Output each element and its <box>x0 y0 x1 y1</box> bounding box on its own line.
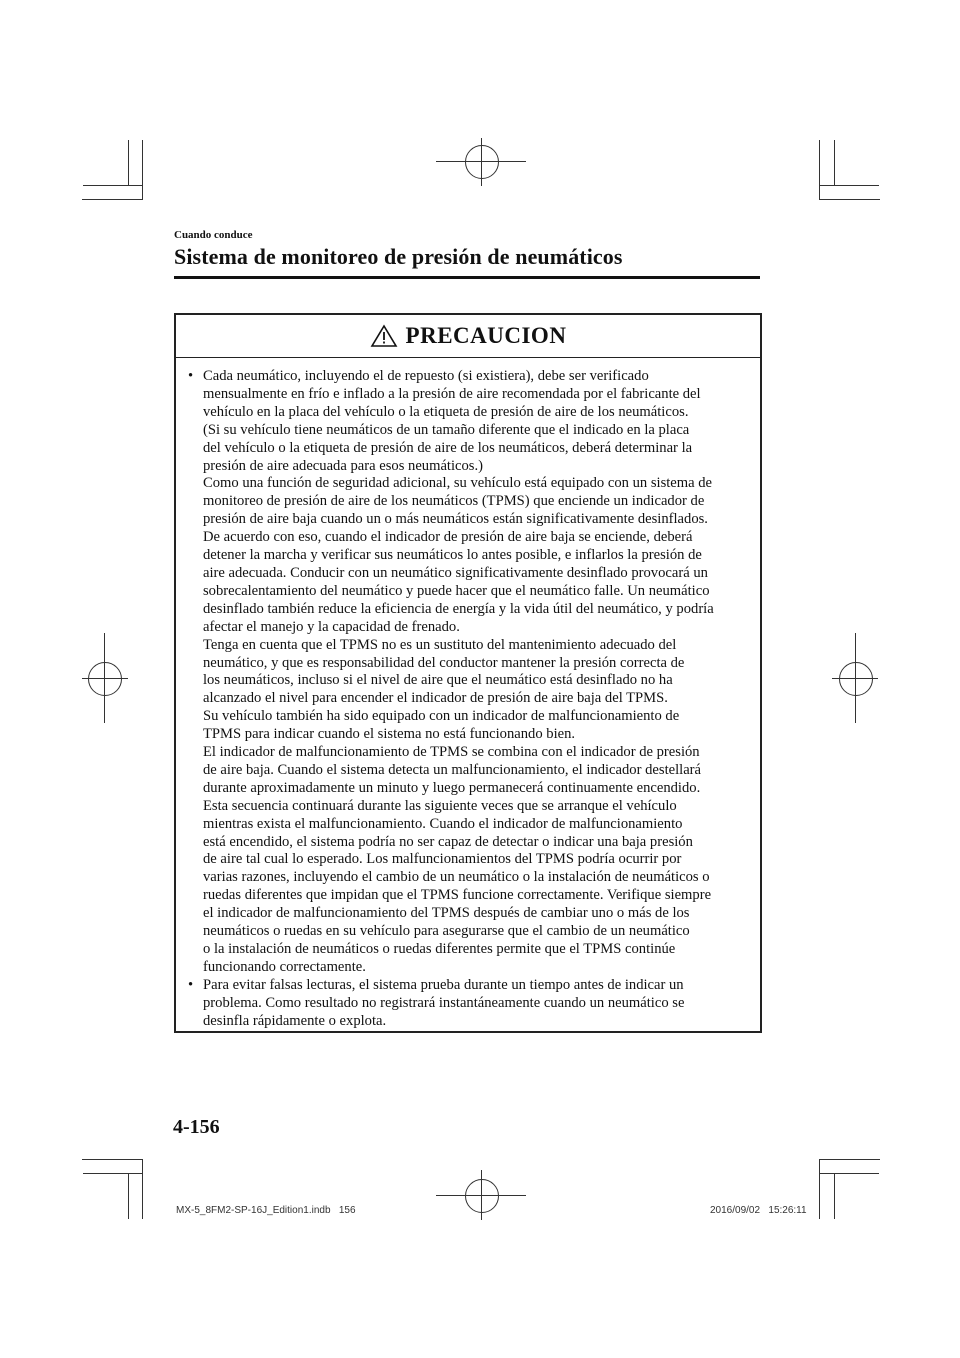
text-line: varias razones, incluyendo el cambio de un neumático o la instalación de neumáticos o <box>203 869 710 886</box>
text-line: funcionando correctamente. <box>203 958 366 975</box>
text-line: presión de aire baja cuando un o más neumáticos están significativamente desinflados. <box>203 511 708 528</box>
text-line: Como una función de seguridad adicional, su vehículo está equipado con un sistema de <box>203 475 713 492</box>
text-line: mensualmente en frío e inflado a la presión de aire recomendada por el fabricante del <box>203 385 701 402</box>
caution-header <box>176 315 760 358</box>
text-line: desinfla rápidamente o explota. <box>203 1012 387 1029</box>
text-line: durante aproximadamente un minuto y luego permanecerá continuamente encendido. <box>203 779 701 796</box>
text-line: Para evitar falsas lecturas, el sistema prueba durante un tiempo antes de indicar un <box>203 976 684 993</box>
text-line: El indicador de malfuncionamiento de TPMS se combina con el indicador de presión <box>203 744 700 761</box>
text-line: vehículo en la placa del vehículo o la etiqueta de presión de aire de los neumáticos. <box>203 403 689 420</box>
text-line: problema. Como resultado no registrará instantáneamente cuando un neumático se <box>203 994 685 1011</box>
caution-bullet <box>188 977 756 1031</box>
bullet-text <box>203 368 756 977</box>
text-line: neumáticos o ruedas en su vehículo para asegurarse que el cambio de un neumático <box>203 923 690 940</box>
text-line: presión de aire adecuada para esos neumáticos.) <box>203 457 483 474</box>
caution-bullet <box>188 368 756 977</box>
page-number: 4-156 <box>173 1116 220 1138</box>
bullet-marker: • <box>188 976 194 993</box>
text-line: alcanzado el nivel para encender el indicador de presión de aire baja del TPMS. <box>203 690 668 707</box>
text-line: TPMS para indicar cuando el sistema no está funcionando bien. <box>203 726 576 743</box>
text-line: de aire baja. Cuando el sistema detecta un malfuncionamiento, el indicador destellará <box>203 761 702 778</box>
text-line: Esta secuencia continuará durante las siguiente veces que se arranque el vehículo <box>203 797 677 814</box>
caution-title: PRECAUCION <box>405 323 567 348</box>
text-line: Cada neumático, incluyendo el de repuesto (si existiera), debe ser verificado <box>203 368 649 384</box>
text-line: está encendido, el sistema podría no ser capaz de detectar o indicar una baja presión <box>203 833 693 850</box>
text-line: afectar el manejo y la capacidad de frenado. <box>203 618 460 635</box>
page-title: Sistema de monitoreo de presión de neumáticos <box>174 244 623 269</box>
text-line: del vehículo o la etiqueta de presión de aire de los neumáticos, deberá determinar la <box>203 439 693 456</box>
text-line: o la instalación de neumáticos o ruedas diferentes permite que el TPMS continúe <box>203 941 676 957</box>
text-line: de aire tal cual lo esperado. Los malfuncionamientos del TPMS podría ocurrir por <box>203 851 682 868</box>
caution-body <box>176 358 760 1031</box>
text-line: De acuerdo con eso, cuando el indicador de presión de aire baja se enciende, deberá <box>203 529 693 546</box>
bullet-text <box>203 977 756 1031</box>
footer-timestamp: 2016/09/02 15:26:11 <box>710 1205 807 1216</box>
text-line: los neumáticos, incluso si el nivel de aire que el neumático está desinflado no ha <box>203 672 673 689</box>
text-line: mientras exista el malfuncionamiento. Cuando el indicador de malfuncionamiento <box>203 815 683 832</box>
text-line: desinflado también reduce la eficiencia de energía y la vida útil del neumático, y podría <box>203 600 714 617</box>
bullet-marker: • <box>188 368 194 384</box>
text-line: neumático, y que es responsabilidad del conductor mantener la presión correcta de <box>203 654 685 671</box>
text-line: (Si su vehículo tiene neumáticos de un tamaño diferente que el indicado en la placa <box>203 421 690 438</box>
title-divider <box>174 276 760 279</box>
warning-triangle-icon <box>370 324 398 348</box>
text-line: Su vehículo también ha sido equipado con un indicador de malfuncionamiento de <box>203 708 680 725</box>
footer-file-info: MX-5_8FM2-SP-16J_Edition1.indb 156 <box>176 1205 356 1216</box>
text-line: ruedas diferentes que impidan que el TPMS funcione correctamente. Verifique siempre <box>203 887 712 904</box>
section-label: Cuando conduce <box>174 229 253 241</box>
text-line: sobrecalentamiento del neumático y puede hacer que el neumático falle. Un neumático <box>203 582 710 599</box>
text-line: detener la marcha y verificar sus neumáticos lo antes posible, e inflarlos la presión de <box>203 547 702 564</box>
caution-box <box>174 313 762 1033</box>
text-line: Tenga en cuenta que el TPMS no es un sustituto del mantenimiento adecuado del <box>203 636 677 653</box>
text-line: monitoreo de presión de aire de los neumáticos (TPMS) que enciende un indicador de <box>203 493 705 510</box>
text-line: aire adecuada. Conducir con un neumático significativamente desinflado provocará un <box>203 564 708 581</box>
text-line: el indicador de malfuncionamiento del TPMS después de cambiar uno o más de los <box>203 905 690 922</box>
